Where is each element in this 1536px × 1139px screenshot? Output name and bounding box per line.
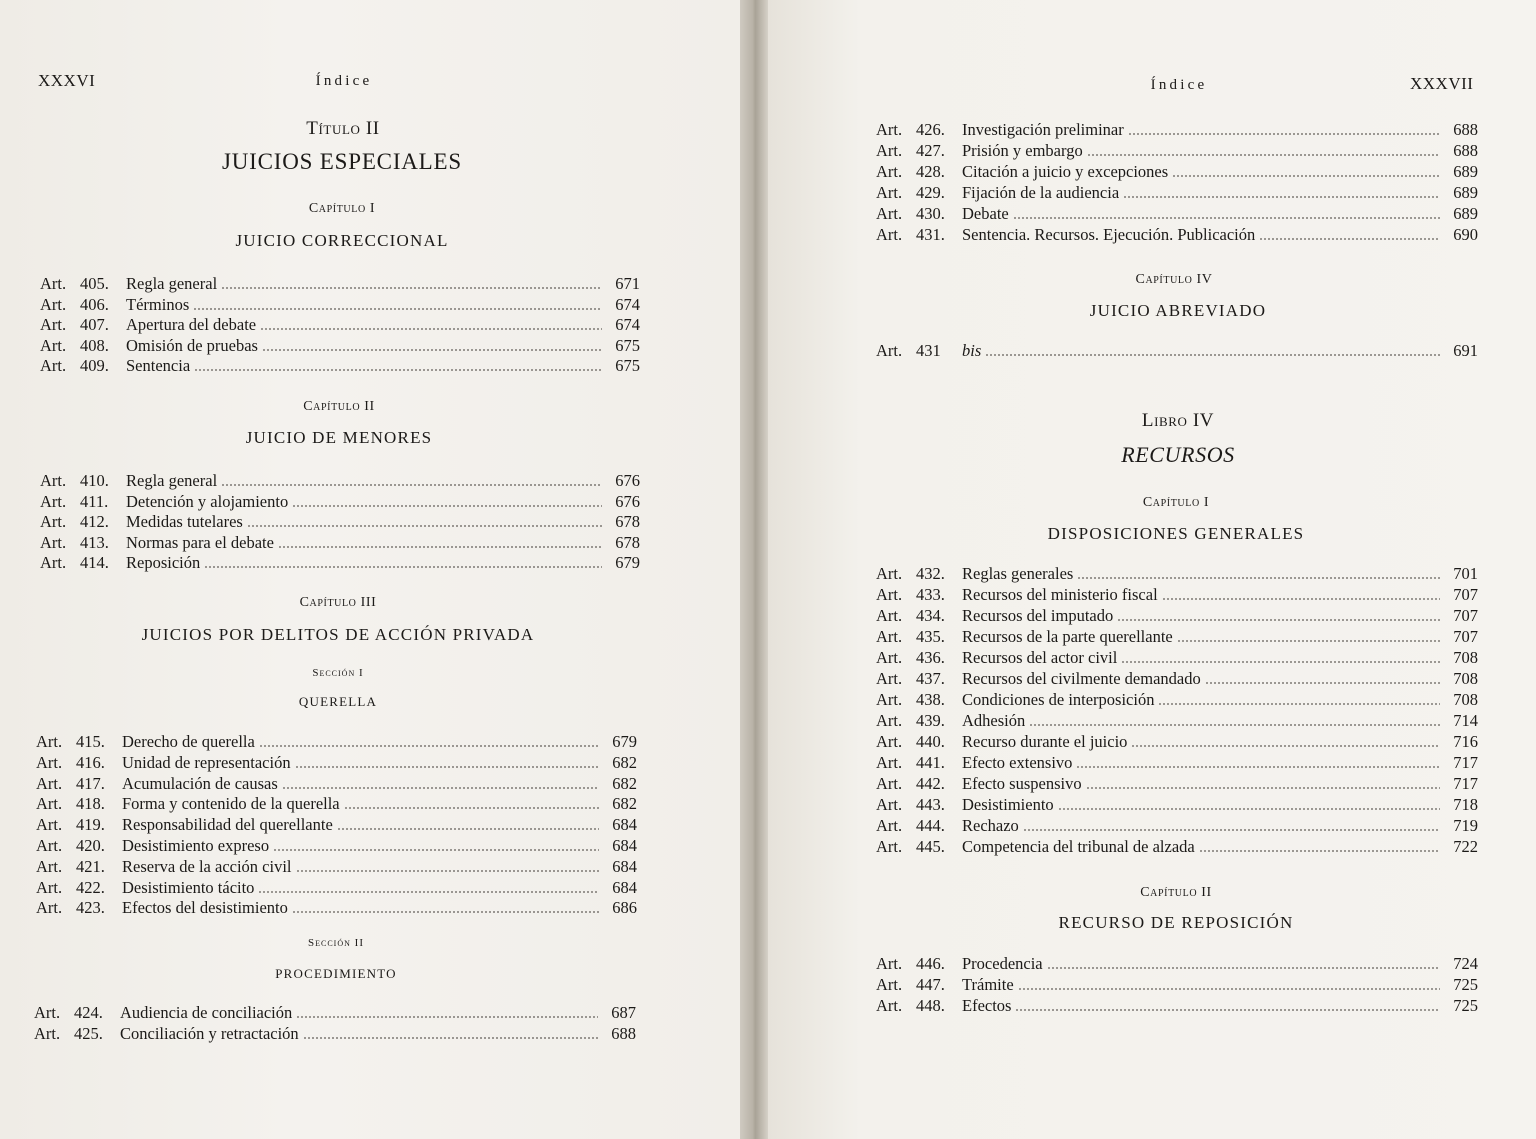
dot-leader (1128, 133, 1440, 135)
entry-title: Sentencia. Recursos. Ejecución. Publicación (962, 225, 1256, 244)
entry-number: 419. (76, 815, 105, 835)
dot-leader (1015, 1009, 1440, 1011)
index-entry (40, 512, 640, 532)
entry-title: Debate (962, 204, 1009, 223)
index-entry (876, 669, 1478, 689)
entry-art-label: Art. (876, 183, 903, 202)
dot-leader (221, 484, 602, 486)
entry-number: 411. (80, 491, 109, 511)
entry-page: 689 (1453, 204, 1478, 223)
dot-leader (1013, 217, 1440, 219)
entry-page: 690 (1453, 225, 1478, 244)
dot-leader (1047, 967, 1440, 969)
index-entry (36, 794, 637, 814)
entry-page: 707 (1453, 606, 1478, 625)
entry-title: Recurso durante el juicio (962, 732, 1128, 751)
entry-page: 708 (1453, 669, 1478, 688)
entry-page: 701 (1453, 564, 1478, 583)
index-entry (876, 648, 1478, 668)
entry-page: 679 (612, 732, 637, 751)
entry-number: 408. (80, 335, 109, 355)
entry-page: 674 (615, 315, 640, 334)
entry-art-label: Art. (876, 753, 903, 772)
dot-leader (1259, 238, 1440, 240)
dot-leader (282, 787, 599, 789)
entry-page: 684 (612, 836, 637, 855)
index-entry (876, 975, 1478, 995)
index-entry (876, 341, 1478, 361)
index-entry (40, 336, 640, 356)
entry-art-label: Art. (40, 532, 67, 552)
entry-page: 708 (1453, 648, 1478, 667)
entry-page: 717 (1453, 753, 1478, 772)
index-entry (36, 732, 637, 752)
entry-number: 430. (916, 204, 945, 223)
entry-art-label: Art. (36, 773, 63, 793)
index-entry (876, 732, 1478, 752)
entry-page: 682 (612, 752, 637, 772)
entry-number: 438. (916, 690, 945, 709)
entry-art-label: Art. (876, 954, 903, 973)
entry-title: Investigación preliminar (962, 120, 1124, 139)
dot-leader (303, 1037, 598, 1039)
entry-page: 676 (615, 491, 640, 511)
entry-number: 429. (916, 183, 945, 202)
sec2-name: PROCEDIMIENTO (275, 966, 397, 981)
dot-leader (1177, 640, 1440, 642)
entry-title: Adhesión (962, 711, 1026, 730)
entry-number: 443. (916, 795, 945, 814)
entry-page: 678 (615, 532, 640, 552)
dot-leader (1076, 766, 1440, 768)
entry-number: 413. (80, 532, 109, 552)
entry-number: 418. (76, 794, 105, 814)
entry-page: 725 (1453, 975, 1478, 994)
dot-leader (1158, 703, 1440, 705)
index-entry (876, 162, 1478, 182)
index-entry (40, 295, 640, 315)
entry-title: Recursos del actor civil (962, 648, 1118, 667)
entry-page: 679 (615, 553, 640, 572)
entry-title: Audiencia de conciliación (120, 1003, 293, 1022)
index-entry (40, 471, 640, 491)
entry-number: 415. (76, 732, 105, 751)
entry-title: Unidad de representación (122, 752, 291, 772)
entry-page: 682 (612, 773, 637, 793)
entry-number: 423. (76, 898, 105, 918)
dot-leader (278, 546, 602, 548)
index-entry (40, 553, 640, 573)
entry-art-label: Art. (40, 471, 67, 490)
entry-art-label: Art. (36, 752, 63, 772)
entry-art-label: Art. (876, 732, 903, 751)
dot-leader (1077, 577, 1440, 579)
entry-page: 684 (612, 877, 637, 897)
entry-page: 719 (1453, 816, 1478, 835)
dot-leader (1029, 724, 1440, 726)
entry-art-label: Art. (36, 794, 63, 814)
index-entry (40, 315, 640, 335)
entry-title: Reposición (126, 553, 201, 572)
dot-leader (1121, 661, 1440, 663)
entry-page: 718 (1453, 795, 1478, 814)
entry-page: 717 (1453, 774, 1478, 793)
left-running-head: Índice (315, 73, 373, 89)
cap4-name: JUICIO ABREVIADO (1089, 301, 1267, 320)
entry-number: 444. (916, 816, 945, 835)
index-entry (34, 1024, 636, 1044)
entry-art-label: Art. (36, 856, 63, 876)
cap1-label: Capítulo I (308, 201, 376, 216)
entry-title: Recursos del ministerio fiscal (962, 585, 1158, 604)
entry-art-label: Art. (36, 815, 63, 835)
entry-page: 722 (1453, 837, 1478, 856)
index-entry (36, 836, 637, 856)
entry-art-label: Art. (34, 1024, 61, 1043)
entry-number: 447. (916, 975, 945, 994)
entry-page: 686 (612, 898, 637, 918)
entry-title: Trámite (962, 975, 1014, 994)
dot-leader (193, 308, 602, 310)
index-entry (40, 533, 640, 553)
index-entry (36, 878, 637, 898)
dot-leader (1058, 808, 1440, 810)
entry-art-label: Art. (876, 669, 903, 688)
cap1r-label: Capítulo I (1142, 495, 1210, 510)
entry-title: Procedencia (962, 954, 1043, 973)
entry-page: 707 (1453, 585, 1478, 604)
entry-page: 714 (1453, 711, 1478, 730)
entry-number: 437. (916, 669, 945, 688)
cap2r-label: Capítulo II (1140, 885, 1212, 900)
entry-art-label: Art. (876, 204, 903, 223)
entry-art-label: Art. (876, 141, 903, 160)
entry-art-label: Art. (876, 795, 903, 814)
entry-title: Apertura del debate (126, 315, 257, 334)
entry-title: Forma y contenido de la querella (122, 794, 340, 814)
titulo-heading: Título II (306, 118, 380, 139)
entry-art-label: Art. (40, 315, 67, 334)
dot-leader (295, 766, 599, 768)
dot-leader (1086, 787, 1440, 789)
entry-art-label: Art. (876, 648, 903, 667)
entry-title: Reserva de la acción civil (122, 856, 292, 876)
sec1-name: QUERELLA (298, 694, 378, 709)
left-page (0, 0, 740, 1139)
entry-title: Regla general (126, 274, 218, 293)
entry-number: 433. (916, 585, 945, 604)
entry-number: 406. (80, 294, 109, 314)
entry-title: Medidas tutelares (126, 512, 243, 531)
dot-leader (273, 849, 599, 851)
entry-art-label: Art. (876, 120, 903, 139)
entry-number: 412. (80, 512, 109, 531)
entry-number: 445. (916, 837, 945, 856)
index-entry (876, 753, 1478, 773)
entry-title: Competencia del tribunal de alzada (962, 837, 1195, 856)
entry-title: Reglas generales (962, 564, 1074, 583)
entry-art-label: Art. (876, 225, 903, 244)
cap2-name: JUICIO DE MENORES (245, 428, 433, 447)
index-entry (876, 585, 1478, 605)
entry-title: Citación a juicio y excepciones (962, 162, 1169, 181)
index-entry (36, 774, 637, 794)
entry-art-label: Art. (876, 711, 903, 730)
entry-page: 689 (1453, 183, 1478, 202)
entry-number: 426. (916, 120, 945, 139)
entry-title: Regla general (126, 471, 218, 490)
cap3-label: Capítulo III (299, 595, 377, 610)
dot-leader (985, 354, 1440, 356)
index-entry (876, 795, 1478, 815)
cap1r-name: DISPOSICIONES GENERALES (1047, 524, 1305, 543)
entry-number: 428. (916, 162, 945, 181)
entry-page: 687 (611, 1003, 636, 1022)
entry-number: 446. (916, 954, 945, 973)
entry-title: Desistimiento expreso (122, 836, 270, 855)
entry-title: Rechazo (962, 816, 1019, 835)
dot-leader (296, 870, 599, 872)
entry-page: 678 (615, 512, 640, 531)
entry-number: 436. (916, 648, 945, 667)
entry-number: 414. (80, 553, 109, 572)
entry-art-label: Art. (876, 585, 903, 604)
index-entry (876, 711, 1478, 731)
dot-leader (337, 828, 599, 830)
dot-leader (194, 369, 602, 371)
entry-title: Efecto extensivo (962, 753, 1073, 772)
index-entry (876, 774, 1478, 794)
entry-art-label: Art. (876, 606, 903, 625)
entry-number: 441. (916, 753, 945, 772)
entry-number: 424. (74, 1003, 103, 1022)
entry-art-label: Art. (34, 1003, 61, 1022)
dot-leader (296, 1016, 598, 1018)
index-entry (40, 492, 640, 512)
entry-number: 431 (916, 341, 941, 360)
dot-leader (262, 349, 602, 351)
index-entry (876, 204, 1478, 224)
entry-page: 716 (1453, 732, 1478, 751)
entry-page: 675 (615, 335, 640, 355)
entry-title: Recursos del imputado (962, 606, 1114, 625)
entry-title: Efecto suspensivo (962, 774, 1082, 793)
dot-leader (292, 911, 599, 913)
entry-title: Conciliación y retractación (120, 1024, 299, 1043)
right-folio: XXXVII (1410, 74, 1474, 93)
right-running-head: Índice (1150, 77, 1208, 93)
entry-page: 708 (1453, 690, 1478, 709)
entry-art-label: Art. (40, 294, 67, 314)
entry-page: 725 (1453, 996, 1478, 1015)
entry-art-label: Art. (876, 627, 903, 646)
cap1-name: JUICIO CORRECCIONAL (235, 231, 449, 250)
entry-art-label: Art. (36, 898, 63, 918)
index-entry (876, 120, 1478, 140)
left-folio: XXXVI (38, 71, 96, 90)
entry-page: 688 (611, 1024, 636, 1043)
entry-title: Desistimiento (962, 795, 1054, 814)
dot-leader (259, 745, 599, 747)
dot-leader (1205, 682, 1440, 684)
entry-number: 407. (80, 315, 109, 334)
dot-leader (1199, 850, 1440, 852)
entry-number: 420. (76, 836, 105, 855)
entry-art-label: Art. (876, 774, 903, 793)
entry-number: 434. (916, 606, 945, 625)
entry-art-label: Art. (36, 732, 63, 751)
entry-title: Efectos del desistimiento (122, 898, 288, 918)
entry-number: 422. (76, 877, 105, 897)
entry-number: 409. (80, 356, 109, 375)
libro-label: Libro IV (1141, 410, 1215, 431)
entry-art-label: Art. (40, 274, 67, 293)
entry-art-label: Art. (40, 335, 67, 355)
dot-leader (1172, 175, 1440, 177)
entry-title: Fijación de la audiencia (962, 183, 1120, 202)
dot-leader (1117, 619, 1440, 621)
entry-page: 682 (612, 794, 637, 814)
entry-art-label: Art. (36, 877, 63, 897)
entry-title (962, 341, 981, 361)
entry-page: 707 (1453, 627, 1478, 646)
index-entry (876, 606, 1478, 626)
entry-title: Términos (126, 294, 190, 314)
entry-title: Desistimiento tácito (122, 877, 255, 897)
entry-page: 684 (612, 815, 637, 835)
index-entry (36, 898, 637, 918)
index-entry (876, 996, 1478, 1016)
entry-page: 688 (1453, 141, 1478, 160)
book-gutter (740, 0, 768, 1139)
titulo-name: JUICIOS ESPECIALES (222, 149, 462, 174)
entry-title: Condiciones de interposición (962, 690, 1155, 709)
entry-art-label: Art. (40, 553, 67, 572)
entry-number: 425. (74, 1024, 103, 1043)
dot-leader (292, 505, 602, 507)
sec2-label: Sección II (308, 937, 364, 949)
entry-title: Acumulación de causas (122, 773, 278, 793)
cap2-label: Capítulo II (303, 399, 375, 414)
index-entry (36, 815, 637, 835)
entry-title: Derecho de querella (122, 732, 255, 751)
dot-leader (1087, 154, 1440, 156)
dot-leader (344, 807, 599, 809)
entry-number: 431. (916, 225, 945, 244)
entry-art-label: Art. (40, 491, 67, 511)
entry-number: 432. (916, 564, 945, 583)
entry-title-italic: bis (962, 341, 982, 360)
index-entry (34, 1003, 636, 1023)
dot-leader (1131, 745, 1440, 747)
entry-number: 427. (916, 141, 945, 160)
entry-art-label: Art. (40, 512, 67, 531)
entry-page: 724 (1453, 954, 1478, 973)
entry-number: 439. (916, 711, 945, 730)
entry-number: 416. (76, 752, 105, 772)
entry-number: 448. (916, 996, 945, 1015)
right-page (768, 0, 1536, 1139)
index-entry (36, 753, 637, 773)
index-entry (876, 816, 1478, 836)
dot-leader (204, 566, 602, 568)
dot-leader (221, 287, 602, 289)
entry-number: 421. (76, 856, 105, 876)
dot-leader (1018, 988, 1440, 990)
entry-art-label: Art. (876, 975, 903, 994)
entry-art-label: Art. (876, 690, 903, 709)
cap2r-name: RECURSO DE REPOSICIÓN (1058, 913, 1294, 932)
entry-title: Recursos del civilmente demandado (962, 669, 1201, 688)
entry-art-label: Art. (876, 996, 903, 1015)
entry-title: Normas para el debate (126, 532, 274, 552)
entry-page: 688 (1453, 120, 1478, 139)
entry-number: 440. (916, 732, 945, 751)
index-entry (40, 274, 640, 294)
index-entry (876, 564, 1478, 584)
entry-page: 691 (1453, 341, 1478, 360)
entry-title: Responsabilidad del querellante (122, 815, 333, 835)
entry-title: Efectos (962, 996, 1012, 1015)
cap3-name: JUICIOS POR DELITOS DE ACCIÓN PRIVADA (141, 625, 535, 644)
entry-page: 671 (615, 274, 640, 293)
index-entry (876, 627, 1478, 647)
index-entry (876, 141, 1478, 161)
entry-number: 435. (916, 627, 945, 646)
libro-name: RECURSOS (1121, 442, 1235, 467)
entry-title: Sentencia (126, 356, 191, 375)
entry-number: 405. (80, 274, 109, 293)
index-entry (876, 225, 1478, 245)
dot-leader (260, 328, 602, 330)
entry-art-label: Art. (36, 836, 63, 855)
index-entry (876, 690, 1478, 710)
entry-art-label: Art. (876, 837, 903, 856)
index-entry (876, 183, 1478, 203)
entry-title: Recursos de la parte querellante (962, 627, 1173, 646)
entry-number: 417. (76, 773, 105, 793)
dot-leader (1023, 829, 1440, 831)
index-entry (40, 356, 640, 376)
entry-page: 675 (615, 356, 640, 375)
entry-number: 442. (916, 774, 945, 793)
entry-title: Detención y alojamiento (126, 491, 289, 511)
sec1-label: Sección I (312, 667, 364, 679)
entry-title: Prisión y embargo (962, 141, 1083, 160)
entry-art-label: Art. (40, 356, 67, 375)
index-entry (36, 857, 637, 877)
entry-art-label: Art. (876, 341, 903, 360)
dot-leader (1162, 598, 1440, 600)
entry-art-label: Art. (876, 564, 903, 583)
dot-leader (258, 891, 599, 893)
cap4-label: Capítulo IV (1135, 272, 1213, 287)
index-entry (876, 954, 1478, 974)
index-entry (876, 837, 1478, 857)
dot-leader (1123, 196, 1440, 198)
entry-page: 689 (1453, 162, 1478, 181)
entry-art-label: Art. (876, 816, 903, 835)
entry-number: 410. (80, 471, 109, 490)
dot-leader (247, 525, 602, 527)
entry-art-label: Art. (876, 162, 903, 181)
entry-title: Omisión de pruebas (126, 335, 258, 355)
entry-page: 684 (612, 856, 637, 876)
entry-page: 674 (615, 294, 640, 314)
entry-page: 676 (615, 471, 640, 490)
